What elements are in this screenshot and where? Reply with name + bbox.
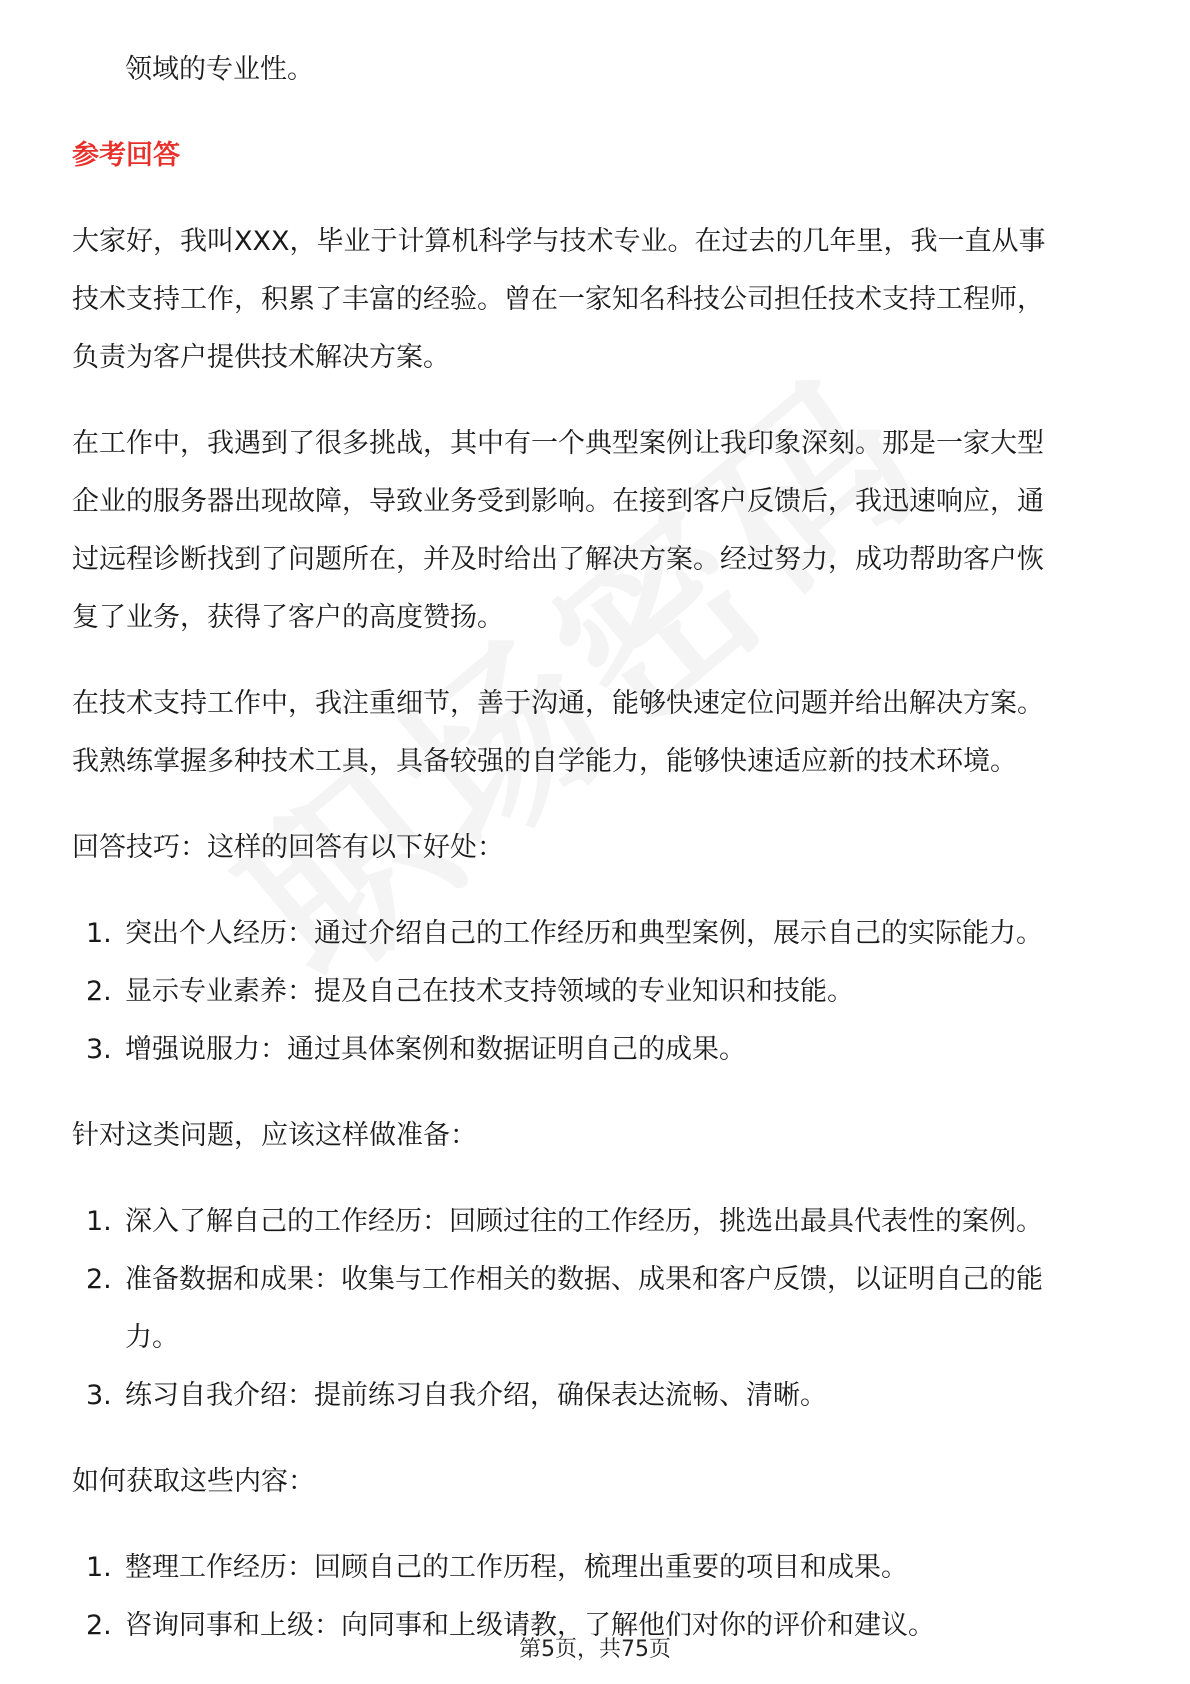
- list-item: [72, 963, 1132, 1021]
- section-title: 回答技巧：这样的回答有以下好处：: [72, 832, 504, 863]
- section-title: 如何获取这些内容：: [72, 1466, 315, 1497]
- paragraph-line: 技术支持工作，积累了丰富的经验。曾在一家知名科技公司担任技术支持工程师，: [72, 284, 1044, 315]
- list-number: 1.: [86, 1552, 112, 1583]
- intro-tail-text: 领域的专业性。: [125, 54, 314, 85]
- list-item-text: 整理工作经历：回顾自己的工作历程，梳理出重要的项目和成果。: [125, 1552, 908, 1583]
- list-item-text: 突出个人经历：通过介绍自己的工作经历和典型案例，展示自己的实际能力。: [125, 918, 1043, 949]
- answer-paragraph: [72, 675, 1132, 791]
- list-item-text: 深入了解自己的工作经历：回顾过往的工作经历，挑选出最具代表性的案例。: [125, 1206, 1043, 1237]
- answer-paragraph: [72, 415, 1132, 647]
- paragraph-line: 我熟练掌握多种技术工具，具备较强的自学能力，能够快速适应新的技术环境。: [72, 746, 1017, 777]
- paragraph-line: 在工作中，我遇到了很多挑战，其中有一个典型案例让我印象深刻。那是一家大型: [72, 428, 1044, 459]
- list-item-text: 显示专业素养：提及自己在技术支持领域的专业知识和技能。: [125, 976, 854, 1007]
- list-item-text: 练习自我介绍：提前练习自我介绍，确保表达流畅、清晰。: [125, 1380, 827, 1411]
- list-number: 3.: [86, 1380, 112, 1411]
- list-number: 3.: [86, 1034, 112, 1065]
- paragraph-line: 大家好，我叫XXX，毕业于计算机科学与技术专业。在过去的几年里，我一直从事: [72, 226, 1046, 257]
- paragraph-line: 过远程诊断找到了问题所在，并及时给出了解决方案。经过努力，成功帮助客户恢: [72, 544, 1044, 575]
- list-item: [72, 1021, 1132, 1079]
- answer-paragraph: [72, 213, 1132, 387]
- list-number: 2.: [86, 1610, 112, 1641]
- list-item-text: 力。: [125, 1322, 179, 1353]
- list-item-text: 准备数据和成果：收集与工作相关的数据、成果和客户反馈，以证明自己的能: [125, 1264, 1043, 1295]
- list-number: 2.: [86, 976, 112, 1007]
- paragraph-line: 在技术支持工作中，我注重细节，善于沟通，能够快速定位问题并给出解决方案。: [72, 688, 1044, 719]
- numbered-list: [72, 1193, 1132, 1425]
- list-number: 1.: [86, 918, 112, 949]
- list-item: [72, 1367, 1132, 1425]
- list-item: [72, 1539, 1132, 1597]
- list-item-text: 增强说服力：通过具体案例和数据证明自己的成果。: [125, 1034, 746, 1065]
- list-item: [72, 1251, 1132, 1367]
- list-number: 2.: [86, 1264, 112, 1295]
- list-item: [72, 905, 1132, 963]
- document-page: [72, 41, 1132, 1683]
- section-title: 针对这类问题，应该这样做准备：: [72, 1120, 477, 1151]
- page-footer: 第5页，共75页: [519, 1637, 671, 1662]
- list-item-text: 咨询同事和上级：向同事和上级请教，了解他们对你的评价和建议。: [125, 1610, 935, 1641]
- list-number: 1.: [86, 1206, 112, 1237]
- paragraph-line: 企业的服务器出现故障，导致业务受到影响。在接到客户反馈后，我迅速响应，通: [72, 486, 1044, 517]
- paragraph-line: 负责为客户提供技术解决方案。: [72, 342, 450, 373]
- reference-answer-heading: 参考回答: [72, 140, 180, 171]
- paragraph-line: 复了业务，获得了客户的高度赞扬。: [72, 602, 504, 633]
- list-item: [72, 1193, 1132, 1251]
- numbered-list: [72, 905, 1132, 1079]
